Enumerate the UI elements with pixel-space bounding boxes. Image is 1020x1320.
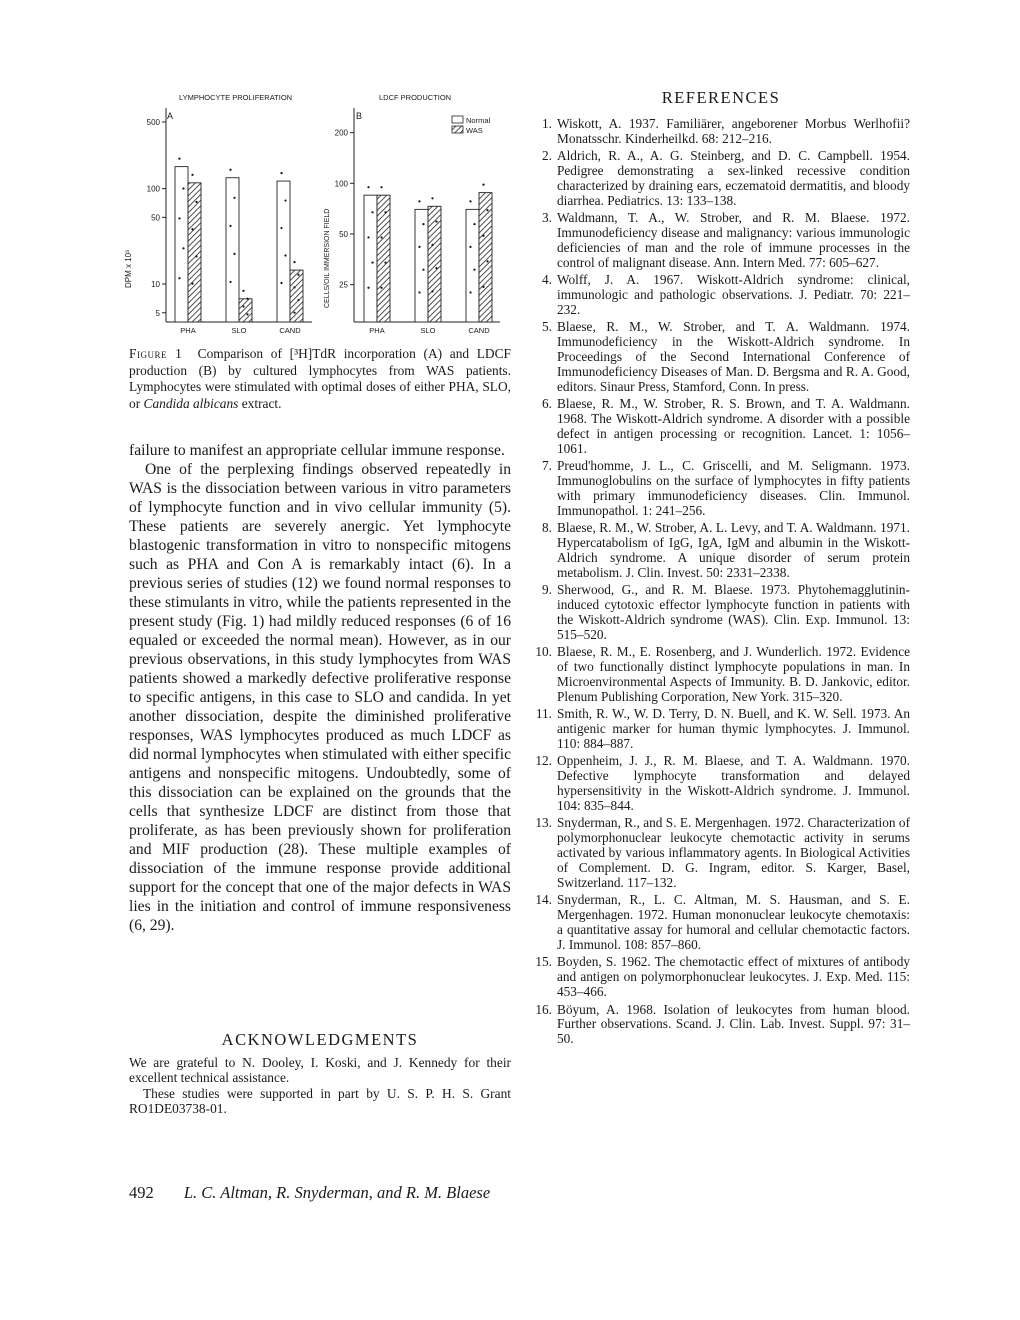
panel-b-data-dot [384,211,386,213]
panel-b-bar-pha-was [377,195,390,322]
acknowledgments-paragraph-2: These studies were supported in part by U. S. P. H. S. Grant RO1DE03738-01. [129,1085,511,1117]
reference-text: Smith, R. W., W. D. Terry, D. N. Buell, and K. W. Sell. 1973. An antigenic marker for human thymic lymphocytes. J. Immunol. 110: 884–887. [557,706,910,752]
panel-b-letter: B [356,111,363,121]
reference-number: 2. [542,148,552,164]
reference-number: 3. [542,210,552,226]
body-paragraph-1: failure to manifest an appropriate cellular immune response. [129,442,505,459]
panel-a-ylabel: DPM x 10³ [124,250,133,288]
panel-a-y-tick-label: 10 [151,280,160,290]
panel-a-title: LYMPHOCYTE PROLIFERATION [179,93,293,102]
panel-a-data-dot [293,286,295,288]
panel-a-data-dot [280,227,282,229]
reference-number: 12. [535,753,552,769]
panel-b-data-dot [473,269,475,271]
panel-b-data-dot [469,200,471,202]
reference-item [532,149,910,209]
panel-a-data-dot [233,197,235,199]
reference-item [532,893,910,953]
panel-a-x-label: SLO [231,326,247,335]
panel-b-bar-cand-normal [466,209,479,322]
reference-text: Blaese, R. M., W. Strober, and T. A. Waldmann. 1974. Immunodeficiency in the Wiskott-Aldrich syndrome. In Proceedings of the Second International Conference of Immunodeficiency Diseases of Man. D. Bergsma and R. A. Good, editors. Sinaur Press, Stamford, Conn. In press. [557,319,910,394]
panel-b-data-dot [435,267,437,269]
panel-b-x-label: PHA [369,326,385,335]
figure-caption [129,346,511,412]
panel-b-x-label: SLO [420,326,436,335]
panel-a-bar-cand-was [290,270,303,322]
panel-b-y-tick-label: 200 [334,128,348,138]
reference-text: Blaese, R. M., E. Rosenberg, and J. Wunderlich. 1972. Evidence of two functionally distinct lymphocyte populations in man. In Microenvironmental Aspects of Immunity. B. D. Jankovic, editor. Plenum Publishing Corporation, New York. 315–320. [557,644,910,705]
legend-was-label: WAS [466,126,483,135]
panel-a-data-dot [195,201,197,203]
reference-item [532,459,910,519]
reference-text: Aldrich, R. A., A. G. Steinberg, and D. C. Campbell. 1954. Pedigree demonstrating a sex-linked recessive condition characterized by draining ears, eczematoid dermatitis, and bloody diarrhea. Pediatrics. 13: 133–138. [557,148,910,208]
panel-b-data-dot [367,236,369,238]
panel-b-chart [335,108,500,335]
page-footer [129,1183,549,1203]
panel-a-data-dot [246,313,248,315]
reference-number: 1. [542,116,552,131]
acknowledgments-heading: ACKNOWLEDGMENTS [221,1030,419,1049]
panel-a-data-dot [246,298,248,300]
reference-text: Waldmann, T. A., W. Strober, and R. M. Blaese. 1972. Immunodeficiency disease and malignancy: various immunologic deficiencies of man and the role of immune processes in the control of malignant disease. Ann. Intern Med. 77: 605–627. [557,210,910,270]
caption-label: Figure 1 [129,346,183,361]
reference-text: Wolff, J. A. 1967. Wiskott-Aldrich syndrome: clinical, immunologic and pathologic observations. J. Pediatr. 70: 221–232. [557,272,910,318]
reference-number: 4. [542,272,552,288]
panel-a-data-dot [297,299,299,301]
reference-number: 14. [535,892,552,908]
panel-a-y-tick-label: 500 [146,117,160,127]
panel-b-data-dot [422,223,424,225]
legend-normal-label: Normal [466,116,491,125]
reference-number: 16. [535,1001,552,1017]
panel-a-data-dot [297,274,299,276]
panel-a-data-dot [293,312,295,314]
panel-a-data-dot [280,282,282,284]
panel-b-data-dot [371,261,373,263]
reference-text: Boyden, S. 1962. The chemotactic effect of mixtures of antibody and antigen on polymorphonuclear leukocytes. J. Exp. Med. 115: 453–466. [557,954,910,1000]
panel-a-data-dot [284,254,286,256]
panel-b-data-dot [384,261,386,263]
panel-a-y-tick-label: 5 [155,308,160,318]
panel-a-x-label: CAND [279,326,301,335]
reference-text: Preud'homme, J. L., C. Griscelli, and M. Seligmann. 1973. Immunoglobulins on the surface of lymphocytes in fifty patients with primary immunodeficiency diseases. Clin. Immunol. Immunopathol. 1: 241–256. [557,458,910,518]
panel-b-data-dot [469,291,471,293]
panel-b-data-dot [418,246,420,248]
reference-item [532,397,910,457]
panel-a-data-dot [293,261,295,263]
panel-b-data-dot [482,235,484,237]
reference-text: Snyderman, R., L. C. Altman, M. S. Hausman, and S. E. Mergenhagen. 1972. Human mononuclear leukocyte chemotaxis: a quantitative assay for humoral and cellular chemotactic factors. J. Immunol. 108: 857–860. [557,892,910,953]
panel-a-letter: A [167,111,174,121]
panel-b-data-dot [473,223,475,225]
references-heading: REFERENCES [661,88,781,107]
panel-b-data-dot [380,236,382,238]
panel-b-data-dot [482,286,484,288]
panel-b-data-dot [422,269,424,271]
reference-number: 9. [542,582,552,598]
panel-a-y-tick-label: 100 [146,184,160,194]
panel-a-data-dot [191,228,193,230]
panel-b-data-dot [486,209,488,211]
body-text [129,441,511,935]
panel-b-y-tick-label: 50 [339,229,348,239]
reference-text: Snyderman, R., and S. E. Mergenhagen. 1972. Characterization of polymorphonuclear leukocyte chemotactic activity in serums activated by various inflammatory agents. In Biological Activities of Complement. D. G. Ingram, editor. S. Karger, Basel, Switzerland. 117–132. [557,815,910,891]
panel-a-bar-slo-was [239,299,252,322]
panel-a-data-dot [280,172,282,174]
panel-a-y-tick-label: 50 [151,213,160,223]
reference-item [532,521,910,581]
reference-item [532,707,910,752]
panel-b-data-dot [367,186,369,188]
panel-a-data-dot [284,199,286,201]
reference-item [532,583,910,643]
panel-b-data-dot [486,260,488,262]
panel-a-data-dot [242,305,244,307]
reference-number: 13. [535,815,552,831]
legend-normal-swatch [452,116,463,123]
panel-b-data-dot [418,200,420,202]
panel-b-title: LDCF PRODUCTION [379,93,452,102]
reference-number: 5. [542,319,552,335]
panel-b-bar-pha-normal [364,195,377,322]
reference-text: Blaese, R. M., W. Strober, R. S. Brown, and T. A. Waldmann. 1968. The Wiskott-Aldrich syndrome. A disorder with a possible defect in antigen processing or recognition. Lancet. 1: 1056–1061. [557,396,910,456]
reference-item [532,955,910,1000]
panel-b-data-dot [431,244,433,246]
panel-a-data-dot [242,290,244,292]
panel-b-bar-slo-was [428,206,441,322]
panel-a-data-dot [182,187,184,189]
reference-text: Wiskott, A. 1937. Familiärer, angeborener Morbus Werlhofii? Monatsschr. Kinderheilkd. 68: 212–216. [557,116,910,146]
caption-end: extract. [238,395,282,411]
panel-b-data-dot [482,184,484,186]
acknowledgments-paragraph-1: We are grateful to N. Dooley, I. Koski, and J. Kennedy for their excellent technical assistance. [129,1055,511,1086]
panel-b-data-dot [380,186,382,188]
reference-item [532,211,910,271]
panel-b-data-dot [431,197,433,199]
reference-item [532,1003,910,1048]
panel-b-data-dot [380,287,382,289]
panel-b-y-tick-label: 100 [334,179,348,189]
panel-a-x-label: PHA [180,326,196,335]
panel-b-bar-slo-normal [415,209,428,322]
panel-b-data-dot [367,287,369,289]
panel-a-chart [147,108,312,335]
running-authors: L. C. Altman, R. Snyderman, and R. M. Blaese [183,1183,491,1202]
panel-a-bar-pha-was [188,183,201,322]
reference-item [532,273,910,318]
panel-a-data-dot [178,277,180,279]
reference-number: 6. [542,396,552,412]
caption-italic: Candida albicans [143,395,239,411]
reference-item [532,816,910,891]
reference-number: 11. [535,706,552,722]
panel-b-x-label: CAND [468,326,490,335]
panel-a-data-dot [195,255,197,257]
panel-b-data-dot [435,220,437,222]
panel-b-data-dot [431,290,433,292]
reference-number: 10. [535,644,552,660]
panel-a-data-dot [229,281,231,283]
reference-item [532,754,910,814]
panel-b-data-dot [469,246,471,248]
reference-text: Oppenheim, J. J., R. M. Blaese, and T. A. Waldmann. 1970. Defective lymphocyte transformation and delayed hypersensitivity in the Wiskott-Aldrich syndrome. J. Immunol. 104: 835–844. [557,753,910,814]
reference-number: 7. [542,458,552,474]
panel-b-y-tick-label: 25 [339,280,348,290]
reference-number: 15. [535,954,552,970]
panel-a-data-dot [178,158,180,160]
panel-b-data-dot [371,211,373,213]
acknowledgments-text [129,1055,511,1117]
panel-a-data-dot [182,247,184,249]
caption-text: Comparison of [³H]TdR incorporation (A) and LDCF production (B) by cultured lymphocytes from WAS patients. Lymphocytes were stimulated with optimal doses of either PHA, SLO, or [129,346,511,411]
reference-number: 8. [542,520,552,536]
reference-text: Sherwood, G., and R. M. Blaese. 1973. Phytohemagglutinin-induced cytotoxic effector lymphocyte function in patients with the Wiskott-Aldrich syndrome (WAS). Clin. Exp. Immunol. 13: 515–520. [557,582,910,643]
reference-text: Blaese, R. M., W. Strober, A. L. Levy, and T. A. Waldmann. 1971. Hypercatabolism of IgG, IgA, IgM and albumin in the Wiskott-Aldrich syndrome. A unique disorder of serum protein metabolism. J. Clin. Invest. 50: 2331–2338. [557,520,910,581]
panel-a-data-dot [233,253,235,255]
legend-was-swatch [452,126,463,133]
panel-a-data-dot [178,217,180,219]
panel-b-data-dot [418,291,420,293]
panel-a-data-dot [229,225,231,227]
panel-a-data-dot [229,169,231,171]
panel-a-data-dot [191,174,193,176]
panel-a-data-dot [191,283,193,285]
panel-a-bar-slo-normal [226,178,239,322]
panel-b-bar-cand-was [479,193,492,322]
panel-a-bar-cand-normal [277,181,290,322]
figure-1 [120,88,520,340]
reference-item [532,645,910,705]
body-paragraph-2: One of the perplexing findings observed repeatedly in WAS is the dissociation between various in vitro parameters of lymphocyte function and in vivo cellular immunity (5). These patients are severely anergic. Yet lymphocyte blastogenic transformation in vitro to nonspecific mitogens such as PHA and Con A is remarkably intact (6). In a previous series of studies (12) we found normal responses to these stimulants in vitro, while the patients represented in the present study (Fig. 1) had mildly reduced responses (6 of 16 equaled or exceeded the normal mean). However, as in our previous observations, in this study lymphocytes from WAS patients showed a markedly defective proliferative response to specific antigens, in this case to SLO and candida. In yet another dissociation, despite the diminished proliferative responses, WAS lymphocytes produced as much LDCF as did normal lymphocytes when stimulated with either specific antigens and nonspecific mitogens. Undoubtedly, some of this dissociation can be explained on the grounds that the cells that synthesize LDCF are distinct from those that proliferate, as has been previously shown for proliferation and MIF production (28). These multiple examples of dissociation of the immune response provide additional support for the concept that one of the major defects in WAS lies in the initiation and control of immune responsiveness (6, 29). [129,461,511,934]
reference-item [532,320,910,395]
panel-b-ylabel: CELLS/OIL IMMERSION FIELD [324,208,331,308]
panel-a-bar-pha-normal [175,167,188,322]
reference-text: Böyum, A. 1968. Isolation of leukocytes from human blood. Further observations. Scand. J. Clin. Lab. Invest. Suppl. 97: 31–50. [557,1001,910,1047]
reference-item [532,117,910,147]
page-number: 492 [129,1183,154,1202]
references-list [532,117,910,1050]
